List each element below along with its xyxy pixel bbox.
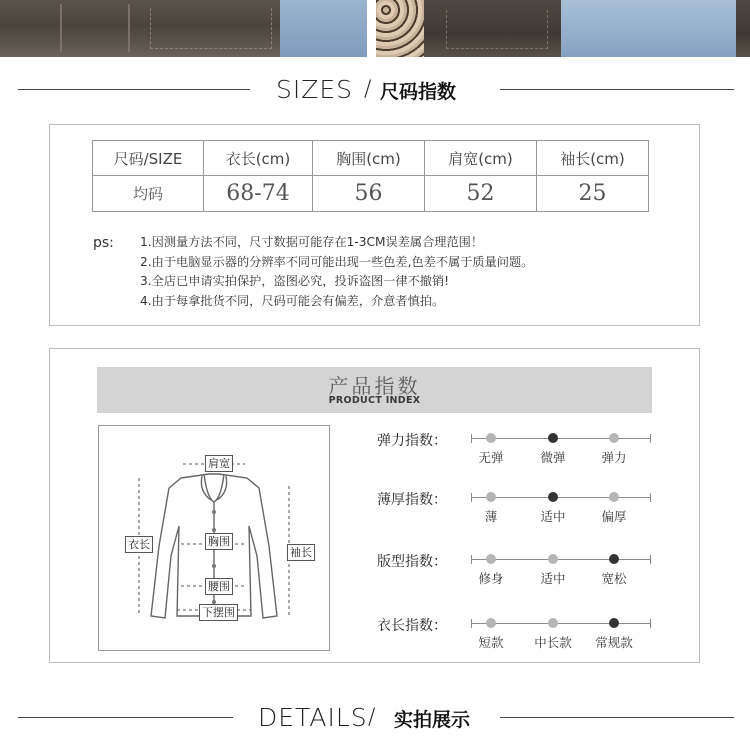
index-name: 薄厚指数： [377,492,447,508]
diagram-label-hem: 下摆围 [199,604,238,621]
index-row [355,551,655,591]
product-index-title-cn: 产品指数 [328,374,421,398]
scale-end-tick [471,434,472,443]
size-cell-label: 均码 [93,176,204,212]
scale-end-tick [650,619,651,628]
header-cell-size: 尺码/SIZE [93,141,204,176]
scale-dot [548,618,558,628]
note-item: 1.因测量方法不同，尺寸数据可能存在1-3CM误差属合理范围！ [140,235,484,249]
diagram-label-length: 衣长 [125,536,153,553]
index-option-label: 宽松 [601,571,627,586]
index-name: 版型指数： [377,554,447,570]
scale-end-tick [471,555,472,564]
index-row [355,430,655,470]
scale-end-tick [471,493,472,502]
product-photo-right [376,0,750,57]
index-option-label: 无弹 [478,450,504,465]
index-option-label: 偏厚 [601,509,627,524]
table-row [93,176,649,212]
index-scale-track [471,559,651,560]
scale-dot [609,492,619,502]
sizes-section-header [0,75,750,105]
sizes-title-slash: / [364,77,373,102]
product-index-banner [97,367,652,413]
size-cell-length: 68-74 [204,176,313,212]
scale-dot [548,554,558,564]
index-option-label: 修身 [478,571,504,586]
diagram-label-waist: 腰围 [205,578,233,595]
notes-label: ps: [93,235,114,251]
index-row [355,489,655,529]
index-option-label: 适中 [540,509,566,524]
index-option-label: 弹力 [601,450,627,465]
scale-dot-selected [548,492,558,502]
index-row [355,615,655,655]
index-option-label: 中长款 [534,635,572,650]
size-cell-shoulder: 52 [425,176,537,212]
scale-dot [486,492,496,502]
index-option-label: 短款 [478,635,504,650]
sizes-title-cn: 尺码指数 [380,81,457,103]
product-photo-left [0,0,367,57]
garment-measurement-diagram [98,425,330,651]
product-index-title-en: PRODUCT INDEX [328,395,421,406]
scale-dot-selected [548,433,558,443]
index-name: 衣长指数： [377,618,447,634]
notes-list [140,233,533,312]
index-option-label: 薄 [484,509,498,524]
scale-end-tick [650,434,651,443]
scale-end-tick [650,493,651,502]
size-cell-chest: 56 [313,176,425,212]
scale-dot [486,554,496,564]
scale-dot [486,433,496,443]
details-title-slash: / [368,705,377,730]
index-option-label: 适中 [540,571,566,586]
index-name: 弹力指数： [377,433,447,449]
note-item: 2.由于电脑显示器的分辨率不同可能出现一些色差,色差不属于质量问题。 [140,254,534,269]
index-option-label: 微弹 [540,450,566,465]
header-cell-sleeve: 袖长(cm) [537,141,649,176]
scale-dot-selected [609,618,619,628]
size-cell-sleeve: 25 [537,176,649,212]
scale-dot [486,618,496,628]
note-item: 3.全店已申请实拍保护，盗图必究，投诉盗图一律不撤销! [140,274,450,289]
index-option-label: 常规款 [595,635,633,650]
header-cell-length: 衣长(cm) [204,141,313,176]
index-scale-track [471,497,651,498]
scale-dot-selected [609,554,619,564]
details-section-header [0,703,750,733]
details-title-cn: 实拍展示 [394,709,471,731]
size-table [92,140,649,212]
diagram-label-sleeve: 袖长 [287,544,315,561]
size-table-header-row [93,141,649,176]
index-scale-track [471,623,651,624]
scale-end-tick [471,619,472,628]
diagram-label-chest: 胸围 [205,533,233,550]
details-title-en: DETAILS [258,703,368,732]
note-item: 4.由于每拿批货不同，尺码可能会有偏差，介意者慎拍。 [140,294,445,309]
scale-end-tick [650,555,651,564]
scale-dot [609,433,619,443]
sizes-title-en: SIZES [276,75,354,104]
index-scale-track [471,438,651,439]
header-cell-chest: 胸围(cm) [313,141,425,176]
header-cell-shoulder: 肩宽(cm) [425,141,537,176]
diagram-label-shoulder: 肩宽 [205,455,233,472]
top-photo-strip [0,0,750,57]
